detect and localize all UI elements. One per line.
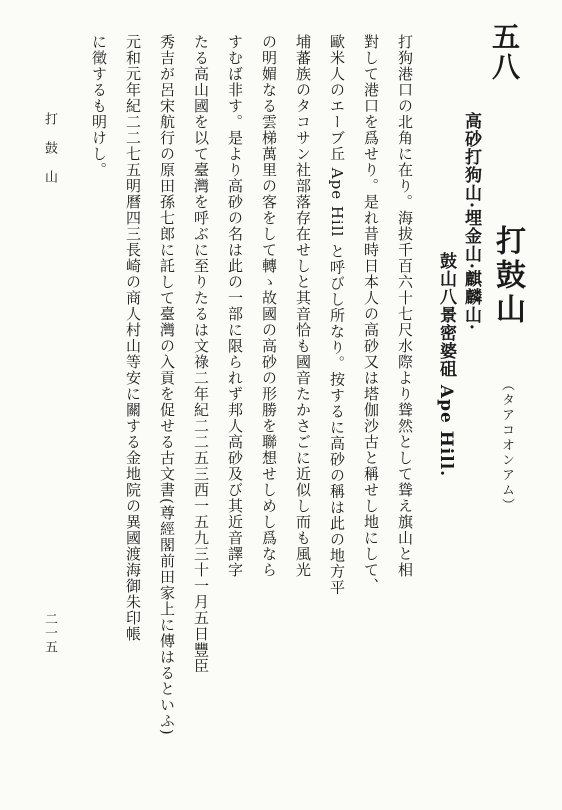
body-line: 秀吉が呂宋航行の原田孫七郎に託して臺灣の入貢を促せる古文書(尊經閣前田家上に傳はるといふ) (158, 34, 176, 736)
page-number: 二一五 (42, 612, 57, 654)
body-line: に徵するも明けし。 (90, 34, 108, 178)
body-line: 埔蕃族のタコサン社部落存在せしと其音恰も國音たかさごに近似し而も風光 (294, 34, 312, 578)
body-line: 打狗港口の北角に在り。海拔千百六十七尺水際より聳然として聳え旗山と相 (396, 34, 414, 578)
entry-aliases-line-1: 高砂打狗山·埋金山·麒麟山· (461, 112, 481, 331)
body-line: の明媚なる雲梯萬里の客をして轉ゝ故國の高砂の形勝を聯想せしめし爲なら (260, 34, 278, 578)
body-line: 對して港口を爲せり。是れ昔時日本人の高砂又は塔伽沙古と稱せし地にして、 (362, 34, 380, 594)
running-head: 打鼓山 (42, 112, 57, 199)
entry-number: 五八 (488, 22, 521, 82)
body-line: 元和元年紀二二七五明曆四三長崎の商人村山等安に關する金地院の異國渡海御朱印帳 (124, 34, 142, 642)
entry-reading: （タアコオンアム） (499, 378, 514, 513)
body-line: 歐米人のエーブ丘 Ape Hill と呼びし所なり。按するに高砂の稱は此の地方平 (328, 34, 346, 596)
body-line: すむば非す。是より高砂の名は此の一部に限られず邦人高砂及び其近音譯字 (226, 34, 244, 578)
entry-aliases-line-2: 鼓山八景密婆砠 Ape Hill. (436, 252, 456, 478)
entry-title: 打鼓山 (490, 225, 525, 327)
body-line: たる高山國を以て臺灣を呼ぶに至りたるは文祿二年紀二二五三西一五九三十一月五日豐臣 (192, 34, 210, 674)
